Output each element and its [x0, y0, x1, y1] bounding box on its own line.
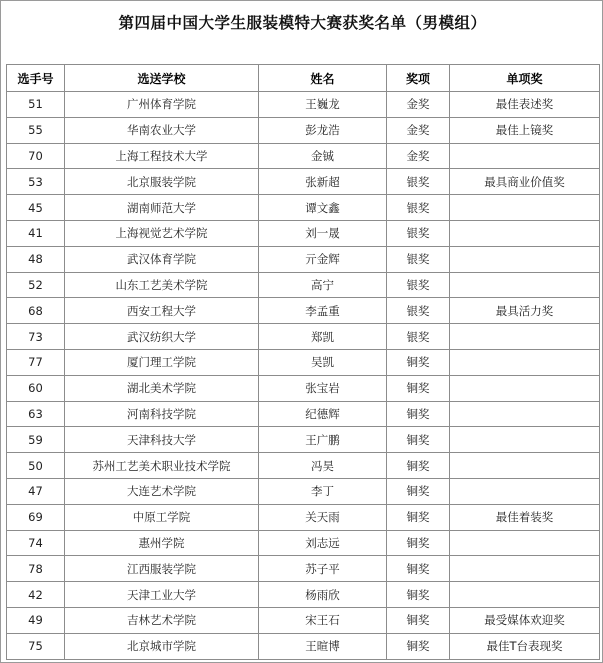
cell-school: 厦门理工学院: [65, 349, 259, 375]
cell-award: 银奖: [387, 169, 450, 195]
cell-award: 银奖: [387, 272, 450, 298]
cell-contestant-number: 70: [7, 143, 65, 169]
cell-special-award: [450, 349, 600, 375]
cell-special-award: [450, 556, 600, 582]
cell-name: 冯昊: [259, 453, 387, 479]
cell-contestant-number: 50: [7, 453, 65, 479]
cell-school: 苏州工艺美术职业技术学院: [65, 453, 259, 479]
table-row: [7, 504, 600, 530]
cell-contestant-number: 68: [7, 298, 65, 324]
cell-contestant-number: 77: [7, 349, 65, 375]
cell-name: 谭文鑫: [259, 195, 387, 221]
cell-contestant-number: 69: [7, 504, 65, 530]
cell-name: 彭龙浩: [259, 117, 387, 143]
cell-school: 山东工艺美术学院: [65, 272, 259, 298]
cell-school: 湖南师范大学: [65, 195, 259, 221]
cell-contestant-number: 75: [7, 633, 65, 659]
table-row: [7, 220, 600, 246]
table-row: [7, 324, 600, 350]
cell-award: 铜奖: [387, 375, 450, 401]
header-special-award: 单项奖: [450, 65, 600, 92]
cell-special-award: [450, 195, 600, 221]
header-row: [7, 65, 600, 92]
cell-special-award: [450, 375, 600, 401]
cell-contestant-number: 60: [7, 375, 65, 401]
cell-school: 广州体育学院: [65, 92, 259, 118]
cell-award: 铜奖: [387, 582, 450, 608]
cell-name: 宋王石: [259, 607, 387, 633]
cell-special-award: [450, 401, 600, 427]
table-row: [7, 117, 600, 143]
cell-name: 亓金辉: [259, 246, 387, 272]
cell-special-award: 最佳表述奖: [450, 92, 600, 118]
cell-special-award: [450, 246, 600, 272]
cell-name: 金铖: [259, 143, 387, 169]
cell-special-award: 最佳T台表现奖: [450, 633, 600, 659]
cell-school: 大连艺术学院: [65, 478, 259, 504]
cell-contestant-number: 73: [7, 324, 65, 350]
cell-name: 张宝岩: [259, 375, 387, 401]
cell-contestant-number: 59: [7, 427, 65, 453]
cell-award: 银奖: [387, 298, 450, 324]
cell-name: 王巍龙: [259, 92, 387, 118]
table-row: [7, 272, 600, 298]
cell-special-award: [450, 220, 600, 246]
cell-award: 银奖: [387, 220, 450, 246]
cell-school: 武汉纺织大学: [65, 324, 259, 350]
table-row: [7, 530, 600, 556]
cell-school: 天津科技大学: [65, 427, 259, 453]
table-row: [7, 375, 600, 401]
cell-special-award: [450, 453, 600, 479]
cell-school: 上海视觉艺术学院: [65, 220, 259, 246]
cell-award: 铜奖: [387, 401, 450, 427]
cell-name: 李孟重: [259, 298, 387, 324]
cell-special-award: 最具商业价值奖: [450, 169, 600, 195]
cell-contestant-number: 42: [7, 582, 65, 608]
header-award: 奖项: [387, 65, 450, 92]
cell-special-award: [450, 272, 600, 298]
cell-special-award: 最佳着装奖: [450, 504, 600, 530]
table-row: [7, 556, 600, 582]
table-row: [7, 92, 600, 118]
cell-contestant-number: 53: [7, 169, 65, 195]
cell-school: 华南农业大学: [65, 117, 259, 143]
cell-contestant-number: 48: [7, 246, 65, 272]
cell-school: 吉林艺术学院: [65, 607, 259, 633]
cell-contestant-number: 47: [7, 478, 65, 504]
cell-special-award: [450, 324, 600, 350]
table-row: [7, 349, 600, 375]
cell-name: 郑凯: [259, 324, 387, 350]
cell-contestant-number: 55: [7, 117, 65, 143]
table-row: [7, 401, 600, 427]
table-row: [7, 633, 600, 659]
cell-school: 湖北美术学院: [65, 375, 259, 401]
table-row: [7, 582, 600, 608]
table-row: [7, 246, 600, 272]
cell-name: 高宁: [259, 272, 387, 298]
table-row: [7, 195, 600, 221]
cell-award: 银奖: [387, 195, 450, 221]
cell-school: 惠州学院: [65, 530, 259, 556]
cell-award: 铜奖: [387, 556, 450, 582]
cell-name: 刘志远: [259, 530, 387, 556]
cell-school: 西安工程大学: [65, 298, 259, 324]
table-row: [7, 453, 600, 479]
cell-contestant-number: 74: [7, 530, 65, 556]
cell-award: 铜奖: [387, 607, 450, 633]
cell-name: 关天雨: [259, 504, 387, 530]
cell-name: 王广鹏: [259, 427, 387, 453]
cell-special-award: [450, 530, 600, 556]
table-row: [7, 607, 600, 633]
cell-award: 银奖: [387, 246, 450, 272]
cell-special-award: [450, 427, 600, 453]
cell-contestant-number: 49: [7, 607, 65, 633]
cell-award: 金奖: [387, 92, 450, 118]
cell-school: 北京城市学院: [65, 633, 259, 659]
cell-award: 铜奖: [387, 530, 450, 556]
cell-contestant-number: 45: [7, 195, 65, 221]
cell-special-award: [450, 478, 600, 504]
cell-school: 天津工业大学: [65, 582, 259, 608]
cell-special-award: 最受媒体欢迎奖: [450, 607, 600, 633]
cell-award: 铜奖: [387, 478, 450, 504]
cell-name: 杨雨欣: [259, 582, 387, 608]
cell-name: 吴凯: [259, 349, 387, 375]
cell-award: 铜奖: [387, 349, 450, 375]
cell-award: 银奖: [387, 324, 450, 350]
cell-school: 上海工程技术大学: [65, 143, 259, 169]
cell-name: 李丁: [259, 478, 387, 504]
cell-special-award: [450, 582, 600, 608]
cell-name: 刘一晟: [259, 220, 387, 246]
cell-special-award: 最佳上镜奖: [450, 117, 600, 143]
header-name: 姓名: [259, 65, 387, 92]
page-title: 第四届中国大学生服装模特大赛获奖名单（男模组）: [118, 13, 487, 32]
table-row: [7, 169, 600, 195]
cell-school: 江西服装学院: [65, 556, 259, 582]
cell-name: 纪德辉: [259, 401, 387, 427]
cell-school: 武汉体育学院: [65, 246, 259, 272]
table-row: [7, 298, 600, 324]
cell-name: 王暄博: [259, 633, 387, 659]
table-row: [7, 478, 600, 504]
cell-contestant-number: 78: [7, 556, 65, 582]
table-body: [7, 92, 600, 660]
cell-special-award: 最具活力奖: [450, 298, 600, 324]
cell-contestant-number: 41: [7, 220, 65, 246]
cell-school: 中原工学院: [65, 504, 259, 530]
award-table: [6, 64, 600, 660]
header-contestant-number: 选手号: [7, 65, 65, 92]
cell-award: 铜奖: [387, 427, 450, 453]
cell-award: 铜奖: [387, 633, 450, 659]
cell-name: 苏子平: [259, 556, 387, 582]
cell-award: 金奖: [387, 117, 450, 143]
cell-contestant-number: 63: [7, 401, 65, 427]
cell-contestant-number: 51: [7, 92, 65, 118]
cell-award: 铜奖: [387, 453, 450, 479]
header-school: 选送学校: [65, 65, 259, 92]
table-header: [7, 65, 600, 92]
cell-special-award: [450, 143, 600, 169]
cell-name: 张新超: [259, 169, 387, 195]
table-row: [7, 427, 600, 453]
cell-school: 河南科技学院: [65, 401, 259, 427]
table-row: [7, 143, 600, 169]
cell-award: 金奖: [387, 143, 450, 169]
cell-contestant-number: 52: [7, 272, 65, 298]
cell-school: 北京服装学院: [65, 169, 259, 195]
cell-award: 铜奖: [387, 504, 450, 530]
